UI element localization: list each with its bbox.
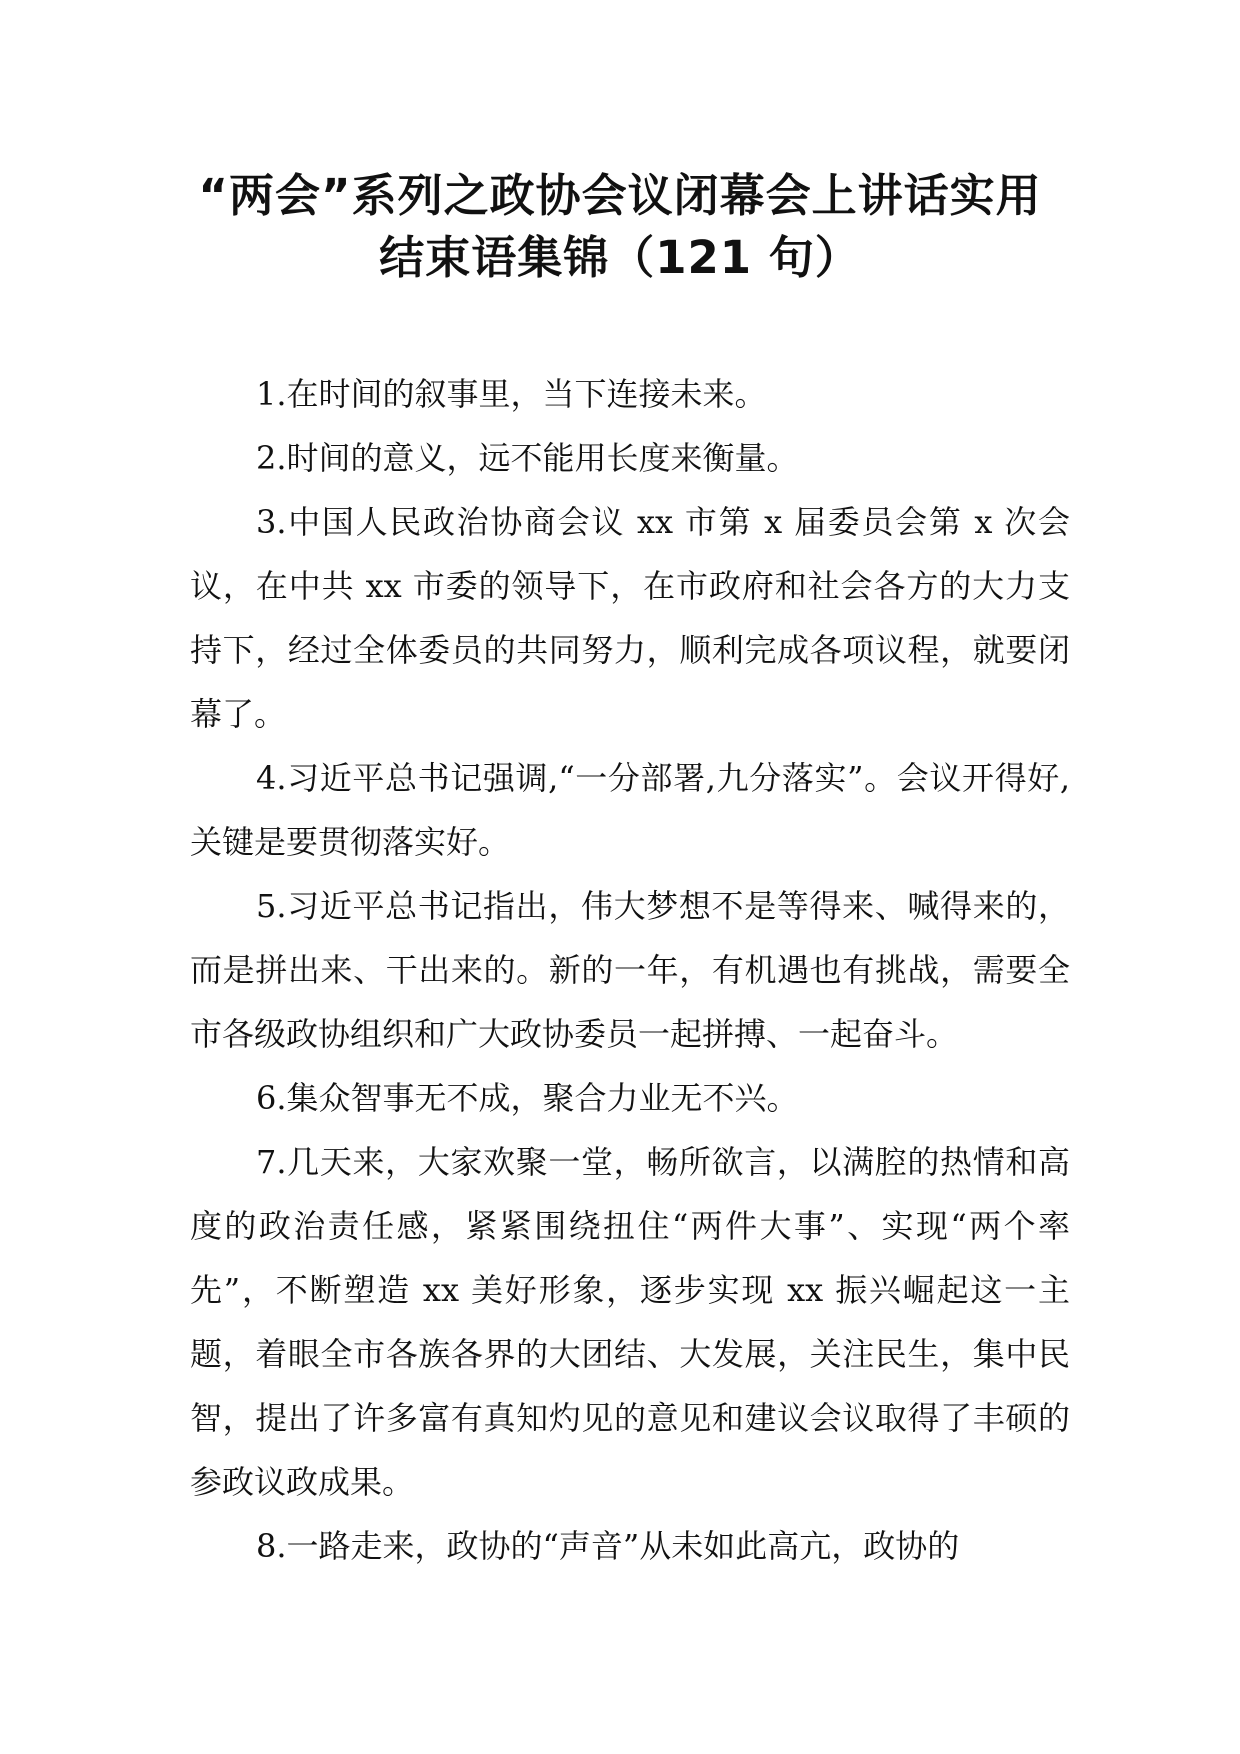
paragraph-2: 2.时间的意义，远不能用长度来衡量。 xyxy=(256,439,799,477)
paragraph-5: 5.习近平总书记指出，伟大梦想不是等得来、喊得来的，而是拼出来、干出来的。新的一年，有机遇也有挑战，需要全市各级政协组织和广大政协委员一起拼搏、一起奋斗。 xyxy=(190,887,1070,1053)
paragraph-8: 8.一路走来，政协的“声音”从未如此高亢，政协的 xyxy=(256,1527,960,1565)
paragraph-1: 1.在时间的叙事里，当下连接未来。 xyxy=(256,375,767,413)
document-body xyxy=(190,362,1070,1578)
title-line-1: “两会”系列之政协会议闭幕会上讲话实用 xyxy=(198,169,1042,222)
document-title xyxy=(150,165,1090,289)
paragraph-3: 3.中国人民政治协商会议 xx 市第 x 届委员会第 x 次会议，在中共 xx 市委的领导下，在市政府和社会各方的大力支持下，经过全体委员的共同努力，顺利完成各项议程，就要闭幕了。 xyxy=(190,503,1070,733)
title-line-2: 结束语集锦（121 句） xyxy=(379,231,861,284)
paragraph-7: 7.几天来，大家欢聚一堂，畅所欲言，以满腔的热情和高度的政治责任感，紧紧围绕扭住“两件大事”、实现“两个率先”，不断塑造 xx 美好形象，逐步实现 xx 振兴崛起这一主题，着眼全市各族各界的大团结、大发展，关注民生，集中民智，提出了许多富有真知灼见的意见和建议会议取得了丰硕的参政议政成果。 xyxy=(190,1143,1070,1501)
paragraph-4: 4.习近平总书记强调,“一分部署,九分落实”。会议开得好,关键是要贯彻落实好。 xyxy=(190,759,1070,861)
paragraph-6: 6.集众智事无不成，聚合力业无不兴。 xyxy=(256,1079,799,1117)
